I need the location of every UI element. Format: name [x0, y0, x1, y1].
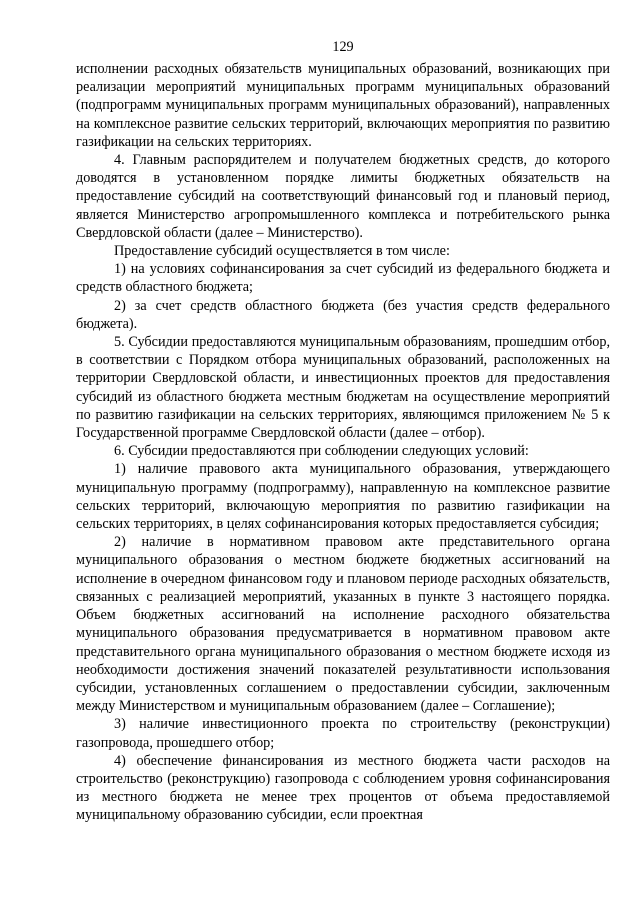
paragraph-condition-3: 3) наличие инвестиционного проекта по строительству (реконструкции) газопровода, прошедшего отбор;: [76, 716, 610, 751]
page-number: 129: [332, 39, 354, 55]
paragraph-item-6: 6. Субсидии предоставляются при соблюдении следующих условий:: [114, 443, 529, 460]
paragraph-condition-1: 1) наличие правового акта муниципального образования, утверждающего муниципальную программу (подпрограмму), направленную на комплексное развитие сельских территорий, включающую мероприятия по развитию газификации на сельских территориях, в целях софинансирования которых предоставляется субсидия;: [76, 461, 610, 533]
paragraph-item-5: 5. Субсидии предоставляются муниципальным образованиям, прошедшим отбор, в соответствии с Порядком отбора муниципальных образований, расположенных на территории Свердловской области, и инвестиционных проектов для предоставления субсидий из областного бюджета местным бюджетам на осуществление мероприятий по развитию газификации на сельских территориях, являющимся приложением № 5 к Государственной программе Свердловской области (далее – отбор).: [76, 334, 610, 442]
paragraph-subsidy-provision: Предоставление субсидий осуществляется в том числе:: [114, 243, 450, 260]
paragraph-continuation: исполнении расходных обязательств муниципальных образований, возникающих при реализации мероприятий муниципальных программ муниципальных образований (подпрограмм муниципальных программ муниципальных образований), направленных на комплексное развитие сельских территорий, включающих мероприятия по развитию газификации на сельских территориях.: [76, 61, 610, 150]
paragraph-condition-2: 2) наличие в нормативном правовом акте представительного органа муниципального образования о местном бюджете бюджетных ассигнований на исполнение в очередном финансовом году и плановом периоде расходных обязательств, связанных с реализацией мероприятий, указанных в пункте 3 настоящего порядка. Объем бюджетных ассигнований на исполнение расходного обязательства муниципального образования предусматривается в нормативном правовом акте представительного органа муниципального образования о местном бюджете исходя из необходимости достижения значений показателей результативности использования субсидии, установленных соглашением о предоставлении субсидии, заключенным между Министерством и муниципальным образованием (далее – Соглашение);: [76, 534, 610, 715]
paragraph-item-4: 4. Главным распорядителем и получателем бюджетных средств, до которого доводятся в установленном порядке лимиты бюджетных обязательств на предоставление субсидий на соответствующий финансовый год и плановый период, является Министерство агропромышленного комплекса и потребительского рынка Свердловской области (далее – Министерство).: [76, 152, 610, 241]
paragraph-subitem-1: 1) на условиях софинансирования за счет субсидий из федерального бюджета и средств областного бюджета;: [76, 261, 610, 296]
paragraph-condition-4: 4) обеспечение финансирования из местного бюджета части расходов на строительство (реконструкцию) газопровода с соблюдением уровня софинансирования из местного бюджета не менее трех процентов от объема предоставляемой муниципальному образованию субсидии, если проектная: [76, 752, 610, 824]
paragraph-subitem-2: 2) за счет средств областного бюджета (без участия средств федерального бюджета).: [76, 297, 610, 332]
